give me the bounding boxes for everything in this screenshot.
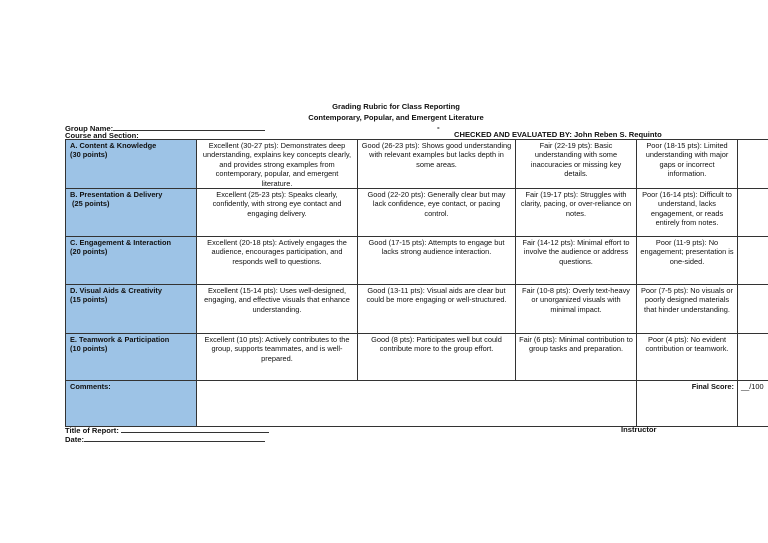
criterion-row xyxy=(66,140,768,189)
date-blank[interactable] xyxy=(84,434,265,442)
criterion-cell xyxy=(66,334,197,381)
excellent-cell: Excellent (25-23 pts): Speaks clearly, confidently, with strong eye contact and engaging delivery. xyxy=(197,189,358,237)
excellent-cell: Excellent (15-14 pts): Uses well-designed, engaging, and effective visuals that enhance understanding. xyxy=(197,285,358,334)
fair-cell: Fair (19-17 pts): Struggles with clarity, pacing, or over-reliance on notes. xyxy=(516,189,637,237)
fair-cell: Fair (6 pts): Minimal contribution to group tasks and preparation. xyxy=(516,334,637,381)
good-cell: Good (26-23 pts): Shows good understanding with relevant examples but lacks depth in some areas. xyxy=(358,140,516,189)
criterion-name: C. Engagement & Interaction xyxy=(70,238,172,248)
checked-by-text: CHECKED AND EVALUATED BY: John Reben S. Requinto xyxy=(454,130,662,139)
poor-cell: Poor (7-5 pts): No visuals or poorly designed materials that hinder understanding. xyxy=(637,285,738,334)
fair-cell: Fair (14-12 pts): Minimal effort to involve the audience or address questions. xyxy=(516,237,637,285)
score-cell[interactable] xyxy=(738,334,768,381)
criterion-cell xyxy=(66,140,197,189)
poor-cell: Poor (18-15 pts): Limited understanding with major gaps or incorrect information. xyxy=(637,140,738,189)
excellent-cell: Excellent (20-18 pts): Actively engages the audience, encourages participation, and responds well to questions. xyxy=(197,237,358,285)
criterion-name: B. Presentation & Delivery xyxy=(70,190,163,200)
criterion-points: (25 points) xyxy=(70,199,110,209)
final-score-label: Final Score: xyxy=(637,381,738,427)
group-name-label: Group Name: xyxy=(65,124,114,133)
criterion-row xyxy=(66,189,768,237)
good-cell: Good (17-15 pts): Attempts to engage but lacks strong audience interaction. xyxy=(358,237,516,285)
criterion-cell xyxy=(66,189,197,237)
comments-field[interactable] xyxy=(197,381,637,427)
rubric-title: Grading Rubric for Class Reporting xyxy=(332,102,460,111)
criterion-points: (15 points) xyxy=(70,295,108,305)
criterion-cell xyxy=(66,285,197,334)
comments-row xyxy=(66,381,768,427)
criterion-name: A. Content & Knowledge xyxy=(70,141,157,150)
final-score-cell[interactable] xyxy=(738,381,768,427)
excellent-cell: Excellent (30-27 pts): Demonstrates deep understanding, explains key concepts clearly, and provides strong examples from contemporary, popular, and emergent literature. xyxy=(197,140,358,189)
criterion-name: D. Visual Aids & Creativity xyxy=(70,286,163,296)
criterion-points: (20 points) xyxy=(70,247,108,257)
criterion-cell xyxy=(66,237,197,285)
score-cell[interactable] xyxy=(738,140,768,189)
date-row xyxy=(65,434,265,444)
instructor-label: Instructor xyxy=(621,425,657,434)
criterion-points: (10 points) xyxy=(70,344,108,354)
good-cell: Good (8 pts): Participates well but could contribute more to the group effort. xyxy=(358,334,516,381)
poor-cell: Poor (16-14 pts): Difficult to understand, lacks engagement, or reads entirely from notes. xyxy=(637,189,738,237)
title-of-report-blank[interactable] xyxy=(121,425,269,433)
criterion-row xyxy=(66,334,768,381)
stray-dot: - xyxy=(437,123,440,132)
score-cell[interactable] xyxy=(738,237,768,285)
date-label: Date: xyxy=(65,435,84,444)
criterion-row xyxy=(66,237,768,285)
excellent-cell: Excellent (10 pts): Actively contributes to the group, supports teammates, and is well-prepared. xyxy=(197,334,358,381)
final-score-blank: __/100 xyxy=(741,382,764,392)
title-of-report-label: Title of Report: xyxy=(65,426,119,435)
fair-cell: Fair (22-19 pts): Basic understanding with some inaccuracies or missing key details. xyxy=(516,140,637,189)
good-cell: Good (13-11 pts): Visual aids are clear but could be more engaging or well-structured. xyxy=(358,285,516,334)
fair-cell: Fair (10-8 pts): Overly text-heavy or unorganized visuals with minimal impact. xyxy=(516,285,637,334)
group-name-blank[interactable] xyxy=(113,123,265,131)
poor-cell: Poor (11-9 pts): No engagement; presentation is one-sided. xyxy=(637,237,738,285)
course-section-label: Course and Section: xyxy=(65,131,139,140)
good-cell: Good (22-20 pts): Generally clear but may lack confidence, eye contact, or pacing control. xyxy=(358,189,516,237)
criterion-row xyxy=(66,285,768,334)
score-cell[interactable] xyxy=(738,189,768,237)
poor-cell: Poor (4 pts): No evident contribution or teamwork. xyxy=(637,334,738,381)
comments-label: Comments: xyxy=(66,381,197,427)
rubric-subtitle: Contemporary, Popular, and Emergent Literature xyxy=(308,113,484,122)
criterion-name: E. Teamwork & Participation xyxy=(70,335,170,345)
rubric-table xyxy=(65,139,768,427)
criterion-points: (30 points) xyxy=(70,150,108,160)
score-cell[interactable] xyxy=(738,285,768,334)
